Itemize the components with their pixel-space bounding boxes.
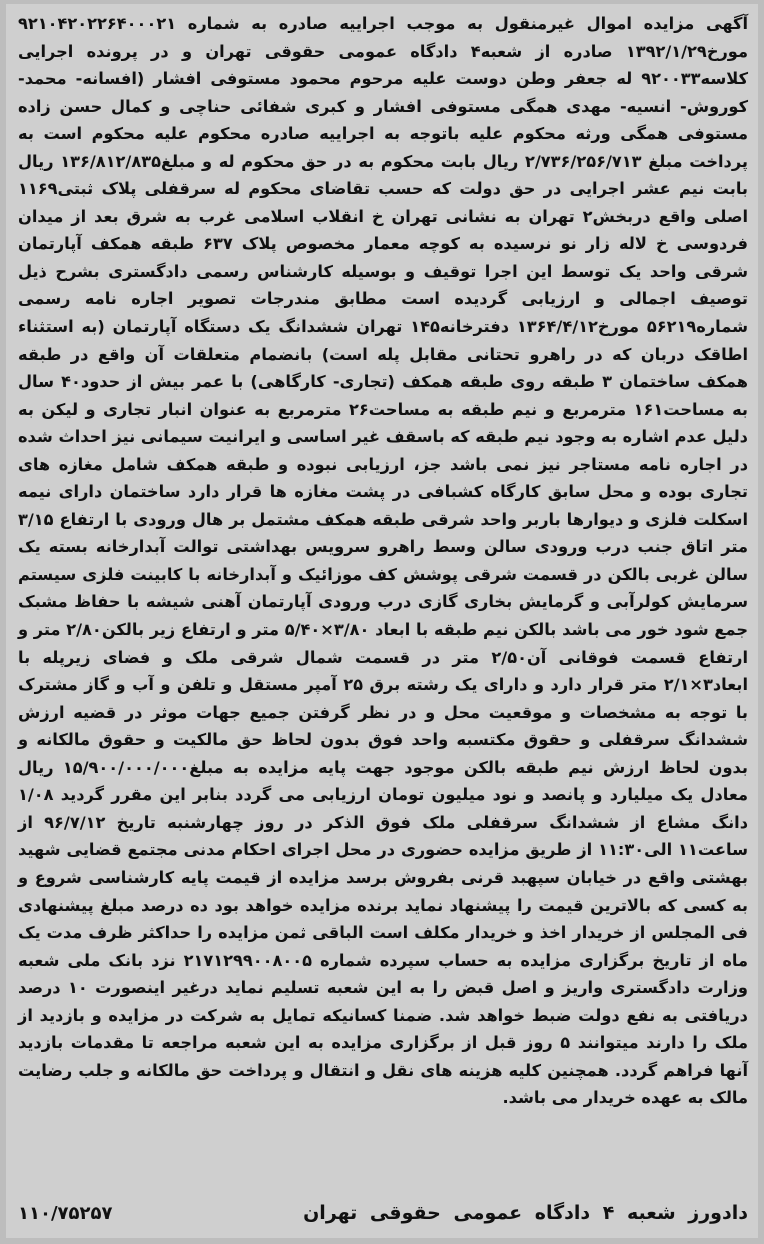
signature-line: دادورز شعبه ۴ دادگاه عمومی حقوقی تهران: [303, 1202, 748, 1224]
newspaper-notice: [6, 4, 758, 1238]
notice-body: آگهی مزایده اموال غیرمنقول به موجب اجراییه صادره به شماره ۹۲۱۰۴۲۰۲۲۶۴۰۰۰۲۱ مورخ۱۳۹۲/۱/۲۹ صادره از شعبه۴ دادگاه عمومی حقوقی تهران و در پرونده اجرایی کلاسه۹۲۰۰۳۳ له جعفر وطن دوست علیه مرحوم محمود مستوفی افشار (افسانه- محمد- کوروش- انسیه- مهدی همگی مستوفی افشار و کبری شفائی حناچی و کمال حسن زاده مستوفی همگی ورثه محکوم علیه باتوجه به اجراییه صادره محکوم علیه محکوم است به پرداخت مبلغ ۲/۷۳۶/۲۵۶/۷۱۳ ریال بابت محکوم به در حق محکوم له و مبلغ۱۳۶/۸۱۲/۸۳۵ ریال بابت نیم عشر اجرایی در حق دولت که حسب تقاضای محکوم له سرقفلی پلاک ثبتی۱۱۶۹ اصلی واقع دربخش۲ تهران به نشانی تهران خ انقلاب اسلامی غرب به شرق بعد از میدان فردوسی خ لاله زار نو نرسیده به کوچه معمار مخصوص پلاک ۶۳۷ طبقه همکف آپارتمان شرقی واحد یک توسط این اجرا توقیف و بوسیله کارشناس رسمی دادگستری بشرح ذیل توصیف اجمالی و ارزیابی گردیده است مطابق مندرجات تصویر اجاره نامه رسمی شماره۵۶۲۱۹ مورخ۱۳۶۴/۴/۱۲ دفترخانه۱۴۵ تهران ششدانگ یک دستگاه آپارتمان (به استثناء اطاقک دربان که در راهرو تحتانی مقابل پله است) بانضمام متعلقات آن واقع در طبقه همکف ساختمان ۳ طبقه روی طبقه همکف (تجاری- کارگاهی) با عمر بیش از حدود۴۰ سال به مساحت۱۶۱ مترمربع و نیم طبقه به مساحت۲۶ مترمربع به عنوان انبار تجاری و لیکن به دلیل عدم اشاره به وجود نیم طبقه که باسقف غیر اساسی و ایرانیت سیمانی نیز احداث شده در اجاره نامه مستاجر نیز نمی باشد جز، ارزیابی نبوده و طبقه همکف شامل مغازه های تجاری بوده و محل سابق کارگاه کشبافی در پشت مغازه ها قرار دارد ساختمان دارای نیمه اسکلت فلزی و دیوارها باربر واحد شرقی طبقه همکف مشتمل بر هال ورودی با ارتفاع ۳/۱۵ متر اتاق جنب درب ورودی سالن وسط راهرو سرویس بهداشتی توالت آبدارخانه بسته یک سالن غربی بالکن در قسمت شرقی پوشش کف موزائیک و آبدارخانه با کابینت فلزی سیستم سرمایش کولرآبی و گرمایش بخاری گازی درب ورودی آپارتمان آهنی شیشه با حفاظ مشبک جمع شود خور می باشد بالکن نیم طبقه با ابعاد ۳/۸۰×۵/۴۰ متر و ارتفاع زیر بالکن۲/۸۰ متر و ارتفاع قسمت فوقانی آن۲/۵۰ متر در قسمت شمال شرقی ملک و فضای زیرپله با ابعاد۳×۲/۱ متر قرار دارد و دارای یک رشته برق ۲۵ آمپر مستقل و تلفن و آب و گاز مشترک با توجه به مشخصات و موقعیت محل و در نظر گرفتن جمیع جهات موثر در قضیه ارزش ششدانگ سرقفلی و حقوق مکتسبه واحد فوق بدون لحاظ حق مالکیت و حقوق مالکانه و بدون لحاظ ارزش نیم طبقه بالکن موجود جهت پایه مزایده به مبلغ۱۵/۹۰۰/۰۰۰/۰۰۰ ریال معادل یک میلیارد و پانصد و نود میلیون تومان ارزیابی می گردد بنابر این مقرر گردید ۱/۰۸ دانگ مشاع از ششدانگ سرقفلی ملک فوق الذکر در روز چهارشنبه تاریخ ۹۶/۷/۱۲ از ساعت۱۱ الی۱۱:۳۰ از طریق مزایده حضوری در محل اجرای احکام مدنی مجتمع قضایی شهید بهشتی واقع در خیابان سپهبد قرنی بفروش برسد مزایده از قیمت پایه کارشناسی شروع و به کسی که بالاترین قیمت را پیشنهاد نماید برنده مزایده خواهد بود ده درصد مبلغ پیشنهادی فی المجلس از خریدار اخذ و خریدار مکلف است الباقی ثمن مزایده را حداکثر ظرف مدت یک ماه از تاریخ برگزاری مزایده به حساب سپرده شماره ۲۱۷۱۲۹۹۰۰۸۰۰۵ نزد بانک ملی شعبه وزارت دادگستری واریز و اصل قبض را به این شعبه تسلیم نماید درغیر اینصورت ۱۰ درصد دریافتی به نفع دولت ضبط خواهد شد. ضمنا کسانیکه تمایل به شرکت در مزایده و بازدید از ملک را دارند میتوانند ۵ روز قبل از برگزاری مزایده به این شعبه مراجعه تا مقدمات بازدید آنها فراهم گردد. همچنین کلیه هزینه های نقل و انتقال و پرداخت حق مالکانه و جلب رضایت مالک به عهده خریدار می باشد.: [18, 14, 749, 1108]
reference-number: ۱۱۰/۷۵۲۵۷: [18, 1202, 113, 1224]
notice-footer: [18, 1198, 748, 1228]
